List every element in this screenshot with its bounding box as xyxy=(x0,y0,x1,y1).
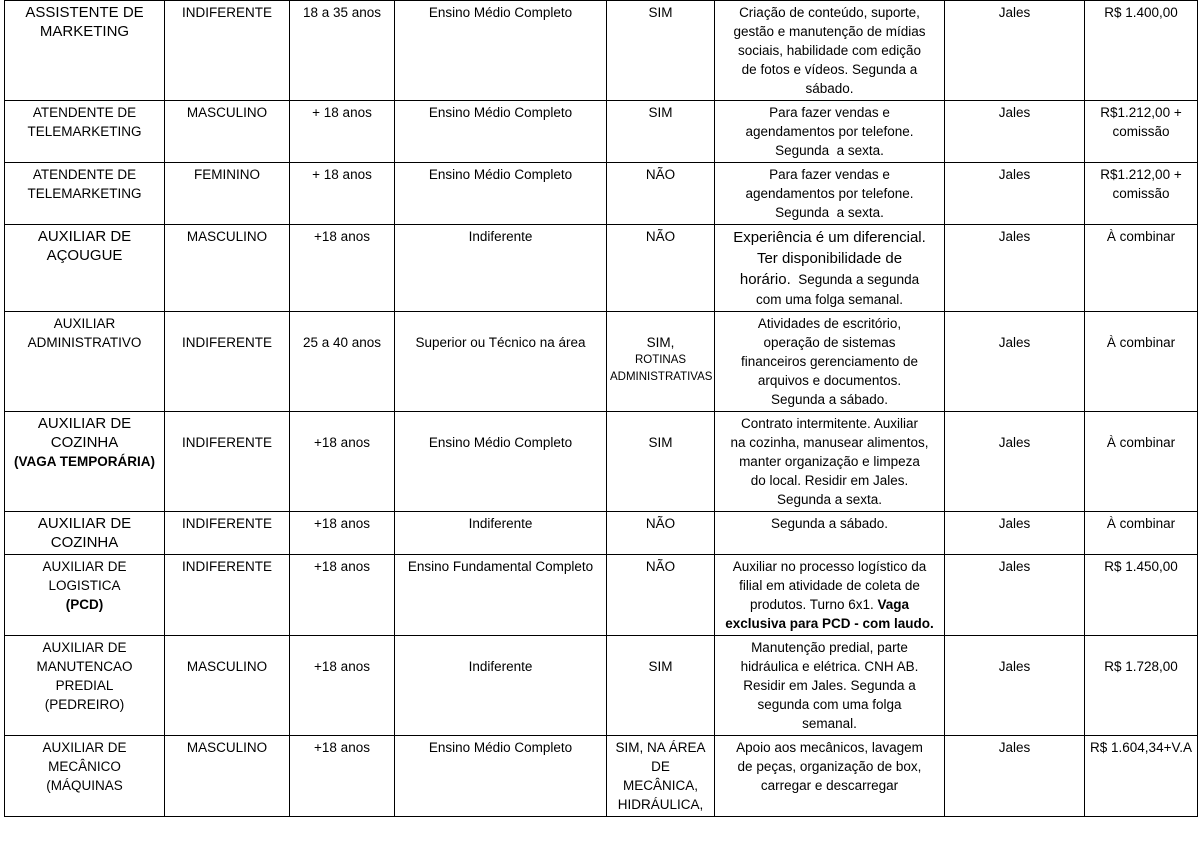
sex-cell: INDIFERENTE xyxy=(165,512,290,555)
age-cell: + 18 anos xyxy=(290,101,395,163)
description-cell: Segunda a sábado. xyxy=(715,512,945,555)
experience-cell: NÃO xyxy=(607,225,715,312)
description-cell: Auxiliar no processo logístico da filial em atividade de coleta de produtos. Turno 6x1. Vaga exclusiva para PCD - com laudo. xyxy=(715,555,945,636)
city-cell: Jales xyxy=(945,555,1085,636)
education-cell: Ensino Médio Completo xyxy=(395,1,607,101)
age-cell: +18 anos xyxy=(290,512,395,555)
education-cell: Ensino Médio Completo xyxy=(395,412,607,512)
job-title-cell: AUXILIAR DE AÇOUGUE xyxy=(5,225,165,312)
education-cell: Indiferente xyxy=(395,225,607,312)
description-cell: Manutenção predial, parte hidráulica e elétrica. CNH AB. Residir em Jales. Segunda a segunda com uma folga semanal. xyxy=(715,636,945,736)
city-cell: Jales xyxy=(945,312,1085,412)
experience-cell: SIM, ROTINAS ADMINISTRATIVAS xyxy=(607,312,715,412)
sex-cell: MASCULINO xyxy=(165,636,290,736)
experience-cell: SIM xyxy=(607,1,715,101)
description-cell: Contrato intermitente. Auxiliar na cozinha, manusear alimentos, manter organização e limpeza do local. Residir em Jales. Segunda a sexta. xyxy=(715,412,945,512)
description-cell: Para fazer vendas e agendamentos por telefone. Segunda a sexta. xyxy=(715,163,945,225)
job-title-cell: ASSISTENTE DE MARKETING xyxy=(5,1,165,101)
experience-cell: SIM xyxy=(607,412,715,512)
education-cell: Superior ou Técnico na área xyxy=(395,312,607,412)
description-cell: Experiência é um diferencial. Ter disponibilidade de horário. Segunda a segunda com uma folga semanal. xyxy=(715,225,945,312)
salary-cell: À combinar xyxy=(1085,412,1198,512)
salary-cell: R$ 1.400,00 xyxy=(1085,1,1198,101)
city-cell: Jales xyxy=(945,412,1085,512)
city-cell: Jales xyxy=(945,736,1085,817)
education-cell: Ensino Médio Completo xyxy=(395,736,607,817)
table-row xyxy=(5,225,1198,312)
salary-cell: À combinar xyxy=(1085,312,1198,412)
job-title-cell: ATENDENTE DE TELEMARKETING xyxy=(5,101,165,163)
age-cell: + 18 anos xyxy=(290,163,395,225)
age-cell: +18 anos xyxy=(290,636,395,736)
sex-cell: MASCULINO xyxy=(165,101,290,163)
education-cell: Ensino Médio Completo xyxy=(395,101,607,163)
table-row xyxy=(5,1,1198,101)
table-row xyxy=(5,101,1198,163)
salary-cell: À combinar xyxy=(1085,225,1198,312)
age-cell: +18 anos xyxy=(290,225,395,312)
city-cell: Jales xyxy=(945,163,1085,225)
table-row xyxy=(5,312,1198,412)
job-title-cell: ATENDENTE DE TELEMARKETING xyxy=(5,163,165,225)
sex-cell: INDIFERENTE xyxy=(165,1,290,101)
age-cell: 25 a 40 anos xyxy=(290,312,395,412)
age-cell: +18 anos xyxy=(290,412,395,512)
job-title-cell: AUXILIAR DE COZINHA xyxy=(5,512,165,555)
table-row xyxy=(5,555,1198,636)
job-title-cell: AUXILIAR DE LOGISTICA (PCD) xyxy=(5,555,165,636)
salary-cell: R$ 1.450,00 xyxy=(1085,555,1198,636)
job-title-cell: AUXILIAR DE MECÂNICO (MÁQUINAS xyxy=(5,736,165,817)
table-row xyxy=(5,163,1198,225)
table-row xyxy=(5,736,1198,817)
salary-cell: R$ 1.728,00 xyxy=(1085,636,1198,736)
description-cell: Para fazer vendas e agendamentos por telefone. Segunda a sexta. xyxy=(715,101,945,163)
salary-cell: R$ 1.604,34+V.A xyxy=(1085,736,1198,817)
table-row xyxy=(5,512,1198,555)
sex-cell: MASCULINO xyxy=(165,736,290,817)
table-row xyxy=(5,412,1198,512)
salary-cell: R$1.212,00 + comissão xyxy=(1085,163,1198,225)
experience-cell: NÃO xyxy=(607,555,715,636)
age-cell: 18 a 35 anos xyxy=(290,1,395,101)
sex-cell: INDIFERENTE xyxy=(165,412,290,512)
city-cell: Jales xyxy=(945,1,1085,101)
city-cell: Jales xyxy=(945,636,1085,736)
sex-cell: INDIFERENTE xyxy=(165,312,290,412)
city-cell: Jales xyxy=(945,101,1085,163)
salary-cell: R$1.212,00 + comissão xyxy=(1085,101,1198,163)
job-title-cell: AUXILIAR ADMINISTRATIVO xyxy=(5,312,165,412)
description-cell: Apoio aos mecânicos, lavagem de peças, organização de box, carregar e descarregar xyxy=(715,736,945,817)
salary-cell: À combinar xyxy=(1085,512,1198,555)
age-cell: +18 anos xyxy=(290,736,395,817)
job-title-cell: AUXILIAR DE COZINHA (VAGA TEMPORÁRIA) xyxy=(5,412,165,512)
city-cell: Jales xyxy=(945,225,1085,312)
table-row xyxy=(5,636,1198,736)
description-cell: Atividades de escritório, operação de sistemas financeiros gerenciamento de arquivos e documentos. Segunda a sábado. xyxy=(715,312,945,412)
sex-cell: FEMININO xyxy=(165,163,290,225)
job-listings-table xyxy=(4,0,1198,817)
experience-cell: SIM xyxy=(607,101,715,163)
education-cell: Indiferente xyxy=(395,636,607,736)
city-cell: Jales xyxy=(945,512,1085,555)
education-cell: Indiferente xyxy=(395,512,607,555)
experience-cell: NÃO xyxy=(607,512,715,555)
education-cell: Ensino Médio Completo xyxy=(395,163,607,225)
experience-cell: SIM xyxy=(607,636,715,736)
education-cell: Ensino Fundamental Completo xyxy=(395,555,607,636)
description-cell: Criação de conteúdo, suporte, gestão e manutenção de mídias sociais, habilidade com edição de fotos e vídeos. Segunda a sábado. xyxy=(715,1,945,101)
experience-cell: NÃO xyxy=(607,163,715,225)
sex-cell: MASCULINO xyxy=(165,225,290,312)
job-title-cell: AUXILIAR DE MANUTENCAO PREDIAL (PEDREIRO) xyxy=(5,636,165,736)
age-cell: +18 anos xyxy=(290,555,395,636)
sex-cell: INDIFERENTE xyxy=(165,555,290,636)
experience-cell: SIM, NA ÁREA DE MECÂNICA, HIDRÁULICA, xyxy=(607,736,715,817)
